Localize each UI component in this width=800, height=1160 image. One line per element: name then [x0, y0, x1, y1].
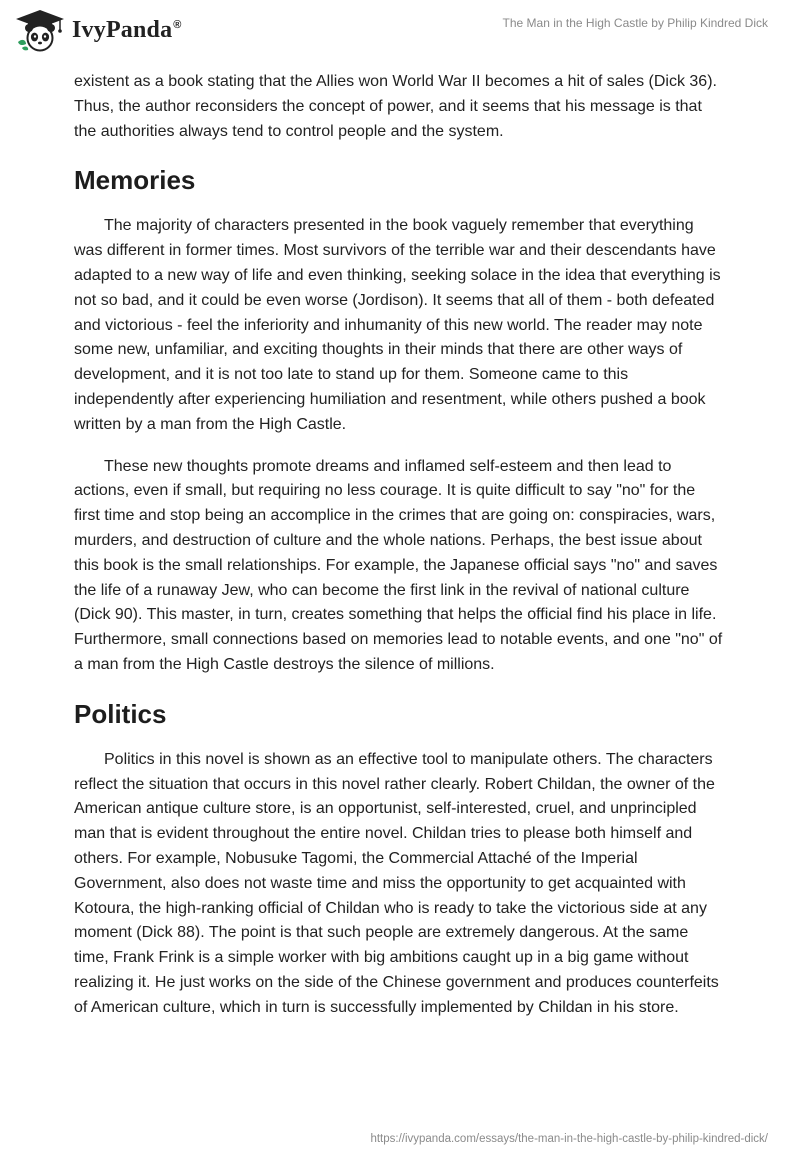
document-title: The Man in the High Castle by Philip Kindred Dick [502, 16, 768, 30]
section-heading-politics: Politics [74, 698, 167, 729]
intro-paragraph: existent as a book stating that the Allies won World War II becomes a hit of sales (Dick 36). Thus, the author reconsiders the concept of power, and it seems that his message is that the authorities always tend to control people and the system. [74, 73, 717, 140]
page-header [0, 0, 800, 70]
panda-graduate-icon [14, 8, 66, 52]
source-url-link[interactable]: https://ivypanda.com/essays/the-man-in-the-high-castle-by-philip-kindred-dick/ [370, 1133, 768, 1145]
brand-name: IvyPanda® [72, 16, 182, 43]
registered-mark: ® [173, 18, 182, 31]
politics-paragraph-1: Politics in this novel is shown as an effective tool to manipulate others. The characters reflect the situation that occurs in this novel rather clearly. Robert Childan, the owner of the American antique culture store, is an opportunist, self-interested, cruel, and unprincipled man that is evident throughout the entire novel. Childan tries to please both himself and others. For example, Nobusuke Tagomi, the Commercial Attaché of the Imperial Government, also does not waste time and miss the opportunity to get acquainted with Kotoura, the high-ranking official of Childan who is ready to take the victorious side at any moment (Dick 88). The point is that such people are extremely dangerous. At the same time, Frank Frink is a simple worker with big ambitions caught up in a big game without realizing it. He just works on the side of the Chinese government and produces counterfeits of American culture, which in turn is successfully implemented by Childan in his store. [74, 750, 719, 1016]
ivypanda-logo[interactable] [14, 8, 182, 52]
essay-content [74, 70, 724, 1021]
section-heading-memories: Memories [74, 165, 196, 196]
memories-paragraph-2: These new thoughts promote dreams and inflamed self-esteem and then lead to actions, even if small, but requiring no less courage. It is quite difficult to say "no" for the first time and stop being an accomplice in the crimes that are going on: conspiracies, wars, murders, and destruction of culture and the whole nations. Perhaps, the best issue about this book is the small relationships. For example, the Japanese official says "no" and saves the life of a runaway Jew, who can become the first link in the revival of national culture (Dick 90). This master, in turn, creates something that helps the official find his place in life. Furthermore, small connections based on memories lead to notable events, and one "no" of a man from the High Castle destroys the silence of millions. [74, 457, 723, 673]
memories-paragraph-1: The majority of characters presented in the book vaguely remember that everything was different in former times. Most survivors of the terrible war and their descendants have adapted to a new way of life and even thinking, seeking solace in the idea that everything is not so bad, and it could be even worse (Jordison). It seems that all of them - both defeated and victorious - feel the inferiority and inhumanity of this new world. The reader may note some new, unfamiliar, and exciting thoughts in their minds that there are other ways of development, and it is not too late to stand up for them. Someone came to this independently after experiencing humiliation and resentment, while others pushed a book written by a man from the High Castle. [74, 217, 721, 433]
